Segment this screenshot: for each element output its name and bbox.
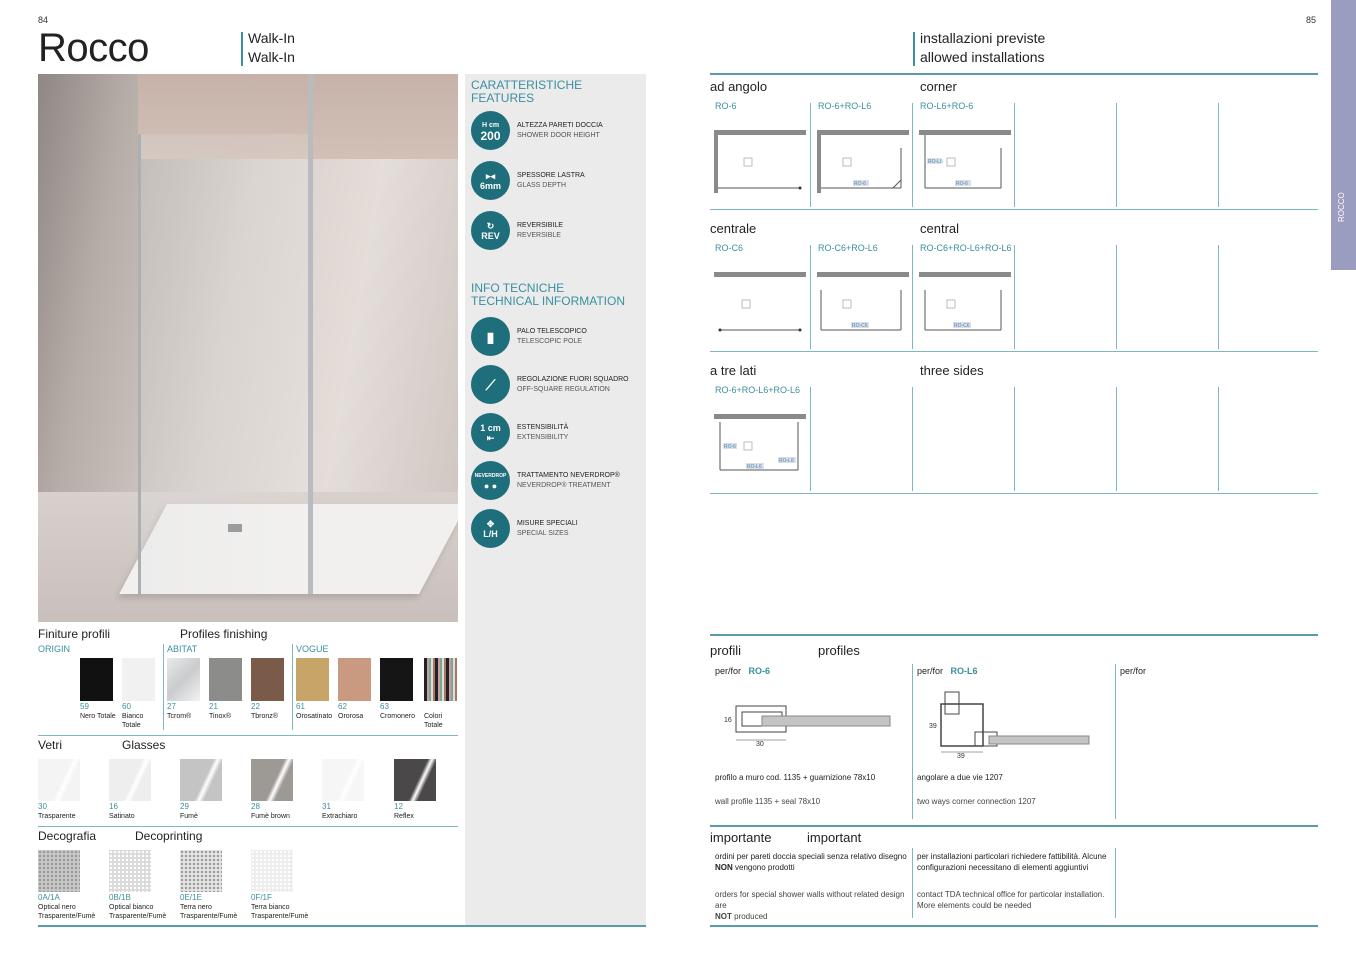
important-col1-it <box>715 851 907 873</box>
installations-heading-en: allowed installations <box>920 49 1045 65</box>
off-square-icon: ⟋ <box>471 365 510 404</box>
tech-heading-it: INFO TECNICHE <box>471 281 565 295</box>
feature-height <box>471 111 603 150</box>
diagram-label: RO-C6 <box>954 323 970 329</box>
important-text: orders for special shower walls without related design are <box>715 890 905 910</box>
finish-swatch <box>338 658 371 701</box>
feature-label-en: REVERSIBLE <box>517 231 561 239</box>
important-bold: NOT <box>715 912 732 921</box>
height-icon: H cm 200 <box>471 111 510 150</box>
decoprinting-name: Optical bianco <box>109 904 154 911</box>
feature-label-en: SHOWER DOOR HEIGHT <box>517 131 600 139</box>
central-label-it: centrale <box>710 221 757 236</box>
finishes-heading-en: Profiles finishing <box>180 627 268 641</box>
title-divider <box>241 32 243 66</box>
diagram-label: RO-L6 <box>928 159 943 165</box>
profile-rol6-desc-it: angolare a due vie 1207 <box>917 773 1003 782</box>
finish-code: 63 <box>380 702 389 711</box>
diagram-label: RO-6 <box>854 181 866 187</box>
tech-off-square <box>471 365 629 404</box>
feature-label-it: PALO TELESCOPICO <box>517 327 587 335</box>
tech-neverdrop <box>471 461 620 500</box>
glass-code: 28 <box>251 802 260 811</box>
glass-name: Fumè <box>180 813 198 820</box>
decoprinting-swatch <box>38 850 80 892</box>
feature-label-en: EXTENSIBILITY <box>517 433 569 441</box>
glass-code: 30 <box>38 802 47 811</box>
finish-swatch <box>209 658 242 701</box>
diagram-label: RO-L6 <box>747 464 762 470</box>
finish-swatch <box>167 658 200 701</box>
finish-code: 27 <box>167 702 176 711</box>
finish-code: 60 <box>122 702 131 711</box>
neverdrop-icon: NEVERDROP ● ● <box>471 461 510 500</box>
feature-label-en: SPECIAL SIZES <box>517 529 569 537</box>
central-label-en: central <box>920 221 960 236</box>
diagram-label: RO-C6 <box>852 323 868 329</box>
important-bold: NON <box>715 863 733 872</box>
important-col2-en: contact TDA technical office for particolar installation. More elements could be needed <box>917 890 1105 910</box>
extensibility-icon: 1 cm ⇤ <box>471 413 510 452</box>
glass-depth-icon: ▸◂ 6mm <box>471 161 510 200</box>
decoprinting-code: 0B/1B <box>109 893 131 902</box>
tech-extensibility <box>471 413 568 452</box>
three-sides-label-it: a tre lati <box>710 363 757 378</box>
finish-swatch <box>80 658 113 701</box>
decoprinting-swatch <box>180 850 222 892</box>
finish-code: 61 <box>296 702 305 711</box>
diagram-central-roc6-rol6 <box>817 270 909 335</box>
profile-drawing-rol6 <box>927 690 1092 765</box>
glasses-heading-en: Glasses <box>122 738 166 752</box>
diagram-three-sides <box>714 412 806 477</box>
finish-name: Bianco Totale <box>122 713 144 729</box>
glass-name: Trasparente <box>38 813 76 820</box>
profiles-heading-it: profili <box>710 643 742 658</box>
important-text: vengono prodotti <box>732 863 795 872</box>
profile-code-rol6: RO-L6 <box>950 666 978 676</box>
installations-heading-it: installazioni previste <box>920 30 1046 46</box>
corner-code-3: RO-L6+RO-6 <box>920 101 974 111</box>
diagram-label: RO-6 <box>956 181 968 187</box>
glass-swatch <box>180 759 222 801</box>
decoprinting-name: Terra bianco <box>251 904 290 911</box>
glass-code: 29 <box>180 802 189 811</box>
finish-swatch <box>296 658 329 701</box>
profile-code-ro6: RO-6 <box>748 666 771 676</box>
finish-swatch <box>251 658 284 701</box>
group-vogue: VOGUE <box>296 644 329 654</box>
glass-name: Reflex <box>394 813 414 820</box>
glass-swatch <box>38 759 80 801</box>
glass-swatch <box>322 759 364 801</box>
important-heading-it: importante <box>710 830 772 845</box>
dimension-label: 39 <box>929 723 937 730</box>
profile-ro6-desc-en: wall profile 1135 + seal 78x10 <box>715 797 821 806</box>
tech-heading-en: TECHNICAL INFORMATION <box>471 294 626 308</box>
group-origin: ORIGIN <box>38 644 71 654</box>
important-heading-en: important <box>807 830 862 845</box>
page-number-right: 85 <box>1306 15 1317 25</box>
feature-label-it: ESTENSIBILITÀ <box>517 423 569 431</box>
reversible-icon: ↻ REV <box>471 211 510 250</box>
corner-code-1: RO-6 <box>715 101 737 111</box>
feature-label-it: TRATTAMENTO NEVERDROP® <box>517 471 620 479</box>
page-number-left: 84 <box>38 15 49 25</box>
diagram-central-roc6-rol6-rol6 <box>919 270 1011 335</box>
feature-label-it: SPESSORE LASTRA <box>517 171 585 179</box>
decoprinting-finish: Trasparente/Fumè <box>180 913 238 920</box>
finish-name: Cromonero <box>380 713 416 720</box>
finish-swatch <box>424 658 457 701</box>
finish-code: 62 <box>338 702 347 711</box>
perfor-label: per/for <box>715 666 742 676</box>
dimension-label: 16 <box>724 717 732 724</box>
feature-label-it: ALTEZZA PARETI DOCCIA <box>517 121 603 129</box>
glass-swatch <box>109 759 151 801</box>
central-code-1: RO-C6 <box>715 243 744 253</box>
finish-swatch <box>122 658 155 701</box>
corner-label-en: corner <box>920 79 957 94</box>
finish-name: Orosatinato <box>296 713 333 720</box>
perfor-label-3: per/for <box>1120 666 1147 676</box>
corner-code-2: RO-6+RO-L6 <box>818 101 872 111</box>
decoprinting-code: 0F/1F <box>251 893 272 902</box>
feature-label-en: OFF-SQUARE REGULATION <box>517 385 610 393</box>
decoprinting-code: 0A/1A <box>38 893 60 902</box>
decoprinting-name: Terra nero <box>180 904 212 911</box>
three-sides-label-en: three sides <box>920 363 984 378</box>
corner-label-it: ad angolo <box>710 79 768 94</box>
glasses-heading-it: Vetri <box>38 738 63 752</box>
finish-code: 22 <box>251 702 260 711</box>
subtitle-it: Walk-In <box>248 30 295 46</box>
feature-label-en: TELESCOPIC POLE <box>517 337 582 345</box>
telescopic-pole <box>308 74 313 594</box>
perfor-label: per/for <box>917 666 944 676</box>
features-panel <box>465 74 646 925</box>
finish-name: Ororosa <box>338 713 364 720</box>
heading-divider <box>913 32 915 66</box>
important-text: ordini per pareti doccia speciali senza relativo disegno <box>715 852 907 861</box>
diagram-central-roc6 <box>714 270 806 335</box>
glass-panel <box>138 134 313 594</box>
dimension-label: 30 <box>756 741 764 748</box>
decoprinting-finish: Trasparente/Fumè <box>38 913 96 920</box>
important-col2-it: per installazioni particolari richiedere fattibilità. Alcune configurazioni necessitano di elementi aggiuntivi <box>917 852 1107 872</box>
important-col1-en <box>715 889 907 922</box>
feature-reversible <box>471 211 563 250</box>
tech-special-sizes <box>471 509 578 548</box>
finish-code: 21 <box>209 702 218 711</box>
finish-swatch <box>380 658 413 701</box>
decoprinting-swatch <box>251 850 293 892</box>
feature-glass-depth <box>471 161 585 200</box>
glass-name: Extrachiaro <box>322 813 358 820</box>
finishes-heading-it: Finiture profili <box>38 627 111 641</box>
finish-name: Tbronz® <box>251 713 278 720</box>
glass-swatch <box>394 759 436 801</box>
product-photo <box>38 74 458 622</box>
features-heading-it: CARATTERISTICHE <box>471 78 583 92</box>
subtitle-en: Walk-In <box>248 49 295 65</box>
group-abitat: ABITAT <box>167 644 198 654</box>
diagram-corner-ro6-rol6 <box>817 128 909 193</box>
page-title: Rocco <box>38 26 149 70</box>
decoprinting-heading-it: Decografia <box>38 829 97 843</box>
feature-label-it: MISURE SPECIALI <box>517 519 578 527</box>
glass-code: 12 <box>394 802 403 811</box>
glass-code: 31 <box>322 802 331 811</box>
decoprinting-heading-en: Decoprinting <box>135 829 203 843</box>
decoprinting-finish: Trasparente/Fumè <box>251 913 309 920</box>
telescopic-pole-icon: ▮ <box>471 317 510 356</box>
glass-name: Satinato <box>109 813 135 820</box>
finish-name: Nero Totale <box>80 713 116 720</box>
diagram-corner-ro6 <box>714 128 806 193</box>
decoprinting-finish: Trasparente/Fumè <box>109 913 167 920</box>
central-code-2: RO-C6+RO-L6 <box>818 243 878 253</box>
important-text: produced <box>731 912 768 921</box>
glass-name: Fumè brown <box>251 813 290 820</box>
decoprinting-name: Optical nero <box>38 904 76 911</box>
diagram-label: RO-6 <box>724 444 736 450</box>
finish-name: Tinox® <box>209 713 232 720</box>
finish-code: 59 <box>80 702 89 711</box>
decoprinting-swatch <box>109 850 151 892</box>
feature-label-it: REGOLAZIONE FUORI SQUADRO <box>517 375 629 383</box>
decoprinting-code: 0E/1E <box>180 893 202 902</box>
feature-label-en: NEVERDROP® TREATMENT <box>517 481 611 489</box>
diagram-label: RO-L6 <box>779 458 794 464</box>
dimension-label: 39 <box>957 753 965 760</box>
profile-rol6-desc-en: two ways corner connection 1207 <box>917 797 1036 806</box>
special-sizes-icon: ✥ L/H <box>471 509 510 548</box>
side-tab-label: ROCCO <box>1337 192 1346 222</box>
finish-name: Colori Totale <box>424 713 443 729</box>
feature-label-en: GLASS DEPTH <box>517 181 567 189</box>
feature-label-it: REVERSIBILE <box>517 221 563 229</box>
central-code-3: RO-C6+RO-L6+RO-L6 <box>920 243 1012 253</box>
tech-telescopic-pole <box>471 317 587 356</box>
profile-drawing-ro6 <box>722 702 897 755</box>
glass-swatch <box>251 759 293 801</box>
three-sides-code-1: RO-6+RO-L6+RO-L6 <box>715 385 801 395</box>
profile-ro6-desc-it: profilo a muro cod. 1135 + guarnizione 78x10 <box>715 773 876 782</box>
glass-code: 16 <box>109 802 118 811</box>
profiles-heading-en: profiles <box>818 643 860 658</box>
side-tab <box>1331 0 1356 270</box>
finish-name: Tcrom® <box>167 713 192 720</box>
diagram-corner-rol6-ro6 <box>919 128 1011 193</box>
features-heading-en: FEATURES <box>471 91 535 105</box>
